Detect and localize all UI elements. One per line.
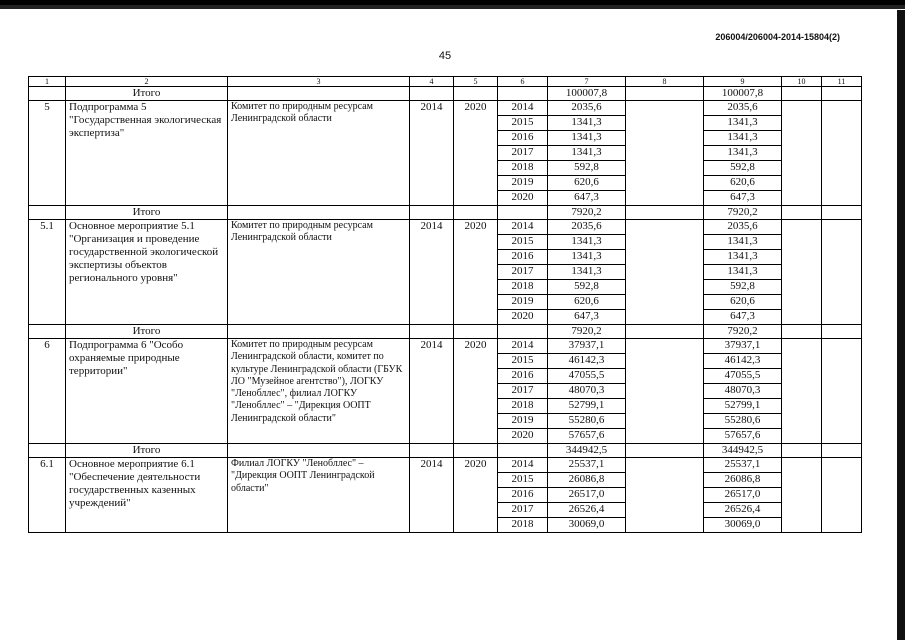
empty-cell	[228, 325, 410, 339]
end-year: 2020	[454, 220, 498, 325]
column-number: 9	[704, 77, 782, 87]
column-number: 6	[498, 77, 548, 87]
item-executor: Комитет по природным ресурсам Ленинградской области	[228, 220, 410, 325]
empty-cell	[626, 458, 704, 533]
empty-cell	[498, 206, 548, 220]
funding-col7: 26517,0	[548, 488, 626, 503]
funding-col7: 620,6	[548, 295, 626, 310]
fiscal-year: 2016	[498, 369, 548, 384]
fiscal-year: 2015	[498, 235, 548, 250]
start-year: 2014	[410, 339, 454, 444]
fiscal-year: 2018	[498, 161, 548, 176]
total-value-col9: 100007,8	[704, 87, 782, 101]
empty-cell	[29, 444, 66, 458]
item-name: Подпрограмма 5 "Государственная экологическая экспертиза"	[66, 101, 228, 206]
empty-cell	[626, 87, 704, 101]
fiscal-year: 2017	[498, 146, 548, 161]
total-value-col7: 7920,2	[548, 325, 626, 339]
empty-cell	[782, 325, 822, 339]
item-executor: Комитет по природным ресурсам Ленинградской области	[228, 101, 410, 206]
column-number: 5	[454, 77, 498, 87]
fiscal-year: 2020	[498, 191, 548, 206]
column-number: 3	[228, 77, 410, 87]
funding-col9: 647,3	[704, 310, 782, 325]
empty-cell	[29, 206, 66, 220]
empty-cell	[822, 458, 862, 533]
scan-edge-top	[0, 0, 905, 11]
empty-cell	[822, 206, 862, 220]
fiscal-year: 2019	[498, 414, 548, 429]
column-number: 4	[410, 77, 454, 87]
column-number: 8	[626, 77, 704, 87]
empty-cell	[410, 87, 454, 101]
funding-col7: 57657,6	[548, 429, 626, 444]
funding-col9: 1341,3	[704, 265, 782, 280]
end-year: 2020	[454, 339, 498, 444]
item-name: Основное мероприятие 5.1 "Организация и проведение государственной экологической экспертизы объектов регионального уровня"	[66, 220, 228, 325]
fiscal-year: 2015	[498, 116, 548, 131]
funding-col7: 1341,3	[548, 146, 626, 161]
column-number: 7	[548, 77, 626, 87]
funding-col9: 1341,3	[704, 131, 782, 146]
empty-cell	[782, 206, 822, 220]
funding-col7: 647,3	[548, 191, 626, 206]
funding-col7: 620,6	[548, 176, 626, 191]
column-number: 2	[66, 77, 228, 87]
total-label: Итого	[66, 325, 228, 339]
empty-cell	[822, 339, 862, 444]
funding-col7: 1341,3	[548, 131, 626, 146]
empty-cell	[29, 87, 66, 101]
fiscal-year: 2016	[498, 250, 548, 265]
total-value-col7: 7920,2	[548, 206, 626, 220]
empty-cell	[782, 87, 822, 101]
empty-cell	[454, 206, 498, 220]
fiscal-year: 2016	[498, 131, 548, 146]
start-year: 2014	[410, 101, 454, 206]
document-id: 206004/206004-2014-15804(2)	[715, 32, 840, 42]
empty-cell	[454, 444, 498, 458]
total-value-col9: 7920,2	[704, 325, 782, 339]
empty-cell	[782, 220, 822, 325]
funding-col9: 620,6	[704, 295, 782, 310]
column-number: 11	[822, 77, 862, 87]
funding-col9: 647,3	[704, 191, 782, 206]
fiscal-year: 2018	[498, 518, 548, 533]
fiscal-year: 2014	[498, 458, 548, 473]
fiscal-year: 2018	[498, 399, 548, 414]
total-value-col7: 100007,8	[548, 87, 626, 101]
funding-col9: 1341,3	[704, 250, 782, 265]
empty-cell	[228, 87, 410, 101]
funding-col9: 48070,3	[704, 384, 782, 399]
fiscal-year: 2020	[498, 429, 548, 444]
year-row	[29, 101, 862, 116]
empty-cell	[454, 325, 498, 339]
fiscal-year: 2019	[498, 295, 548, 310]
empty-cell	[410, 325, 454, 339]
year-row	[29, 220, 862, 235]
funding-col7: 46142,3	[548, 354, 626, 369]
column-number: 10	[782, 77, 822, 87]
empty-cell	[822, 220, 862, 325]
funding-col9: 57657,6	[704, 429, 782, 444]
funding-col7: 47055,5	[548, 369, 626, 384]
funding-col7: 55280,6	[548, 414, 626, 429]
funding-col7: 37937,1	[548, 339, 626, 354]
funding-col9: 26086,8	[704, 473, 782, 488]
funding-col7: 25537,1	[548, 458, 626, 473]
funding-col7: 52799,1	[548, 399, 626, 414]
funding-col9: 25537,1	[704, 458, 782, 473]
fiscal-year: 2017	[498, 503, 548, 518]
total-value-col9: 344942,5	[704, 444, 782, 458]
total-label: Итого	[66, 444, 228, 458]
empty-cell	[454, 87, 498, 101]
funding-col9: 52799,1	[704, 399, 782, 414]
empty-cell	[626, 206, 704, 220]
empty-cell	[626, 444, 704, 458]
funding-col9: 26517,0	[704, 488, 782, 503]
total-label: Итого	[66, 206, 228, 220]
funding-col9: 1341,3	[704, 116, 782, 131]
fiscal-year: 2017	[498, 384, 548, 399]
empty-cell	[626, 220, 704, 325]
page-number: 45	[438, 50, 452, 62]
column-number-row	[29, 77, 862, 87]
start-year: 2014	[410, 458, 454, 533]
start-year: 2014	[410, 220, 454, 325]
item-executor: Филиал ЛОГКУ "Ленобллес" – "Дирекция ООПТ Ленинградской области"	[228, 458, 410, 533]
empty-cell	[626, 101, 704, 206]
funding-col7: 26086,8	[548, 473, 626, 488]
fiscal-year: 2015	[498, 473, 548, 488]
empty-cell	[782, 101, 822, 206]
empty-cell	[782, 339, 822, 444]
funding-col9: 2035,6	[704, 101, 782, 116]
empty-cell	[782, 458, 822, 533]
empty-cell	[410, 444, 454, 458]
funding-col9: 30069,0	[704, 518, 782, 533]
item-number: 5.1	[29, 220, 66, 325]
end-year: 2020	[454, 458, 498, 533]
total-value-col7: 344942,5	[548, 444, 626, 458]
funding-col9: 55280,6	[704, 414, 782, 429]
funding-col7: 592,8	[548, 280, 626, 295]
fiscal-year: 2015	[498, 354, 548, 369]
funding-col7: 592,8	[548, 161, 626, 176]
funding-col7: 2035,6	[548, 101, 626, 116]
empty-cell	[782, 444, 822, 458]
column-number: 1	[29, 77, 66, 87]
item-number: 6.1	[29, 458, 66, 533]
item-number: 5	[29, 101, 66, 206]
fiscal-year: 2018	[498, 280, 548, 295]
funding-col7: 1341,3	[548, 116, 626, 131]
year-row	[29, 339, 862, 354]
total-row	[29, 325, 862, 339]
empty-cell	[822, 444, 862, 458]
funding-col9: 620,6	[704, 176, 782, 191]
empty-cell	[822, 325, 862, 339]
empty-cell	[822, 87, 862, 101]
funding-col7: 1341,3	[548, 235, 626, 250]
empty-cell	[410, 206, 454, 220]
fiscal-year: 2019	[498, 176, 548, 191]
item-name: Основное мероприятие 6.1 "Обеспечение деятельности государственных казенных учреждений"	[66, 458, 228, 533]
fiscal-year: 2020	[498, 310, 548, 325]
funding-col7: 1341,3	[548, 265, 626, 280]
funding-col9: 1341,3	[704, 146, 782, 161]
item-executor: Комитет по природным ресурсам Ленинградской области, комитет по культуре Ленинградской области (ГБУК ЛО "Музейное агентство"), ЛОГКУ "Ленобллес", филиал ЛОГКУ "Ленобллес" – "Дирекция ООПТ Ленинградской области"	[228, 339, 410, 444]
funding-col7: 26526,4	[548, 503, 626, 518]
empty-cell	[498, 87, 548, 101]
total-row	[29, 444, 862, 458]
empty-cell	[228, 206, 410, 220]
funding-col7: 1341,3	[548, 250, 626, 265]
total-row	[29, 87, 862, 101]
funding-col9: 2035,6	[704, 220, 782, 235]
funding-col9: 26526,4	[704, 503, 782, 518]
total-row	[29, 206, 862, 220]
budget-table	[28, 76, 862, 533]
funding-col7: 30069,0	[548, 518, 626, 533]
funding-col9: 592,8	[704, 161, 782, 176]
empty-cell	[498, 444, 548, 458]
funding-col9: 592,8	[704, 280, 782, 295]
empty-cell	[498, 325, 548, 339]
funding-col7: 2035,6	[548, 220, 626, 235]
funding-col9: 47055,5	[704, 369, 782, 384]
year-row	[29, 458, 862, 473]
empty-cell	[626, 339, 704, 444]
total-value-col9: 7920,2	[704, 206, 782, 220]
total-label: Итого	[66, 87, 228, 101]
funding-col9: 46142,3	[704, 354, 782, 369]
fiscal-year: 2014	[498, 101, 548, 116]
empty-cell	[228, 444, 410, 458]
empty-cell	[29, 325, 66, 339]
funding-col7: 647,3	[548, 310, 626, 325]
funding-col9: 37937,1	[704, 339, 782, 354]
end-year: 2020	[454, 101, 498, 206]
fiscal-year: 2017	[498, 265, 548, 280]
scan-edge-right	[891, 10, 905, 640]
empty-cell	[822, 101, 862, 206]
fiscal-year: 2016	[498, 488, 548, 503]
empty-cell	[626, 325, 704, 339]
fiscal-year: 2014	[498, 220, 548, 235]
item-number: 6	[29, 339, 66, 444]
funding-col9: 1341,3	[704, 235, 782, 250]
item-name: Подпрограмма 6 "Особо охраняемые природные территории"	[66, 339, 228, 444]
funding-col7: 48070,3	[548, 384, 626, 399]
fiscal-year: 2014	[498, 339, 548, 354]
